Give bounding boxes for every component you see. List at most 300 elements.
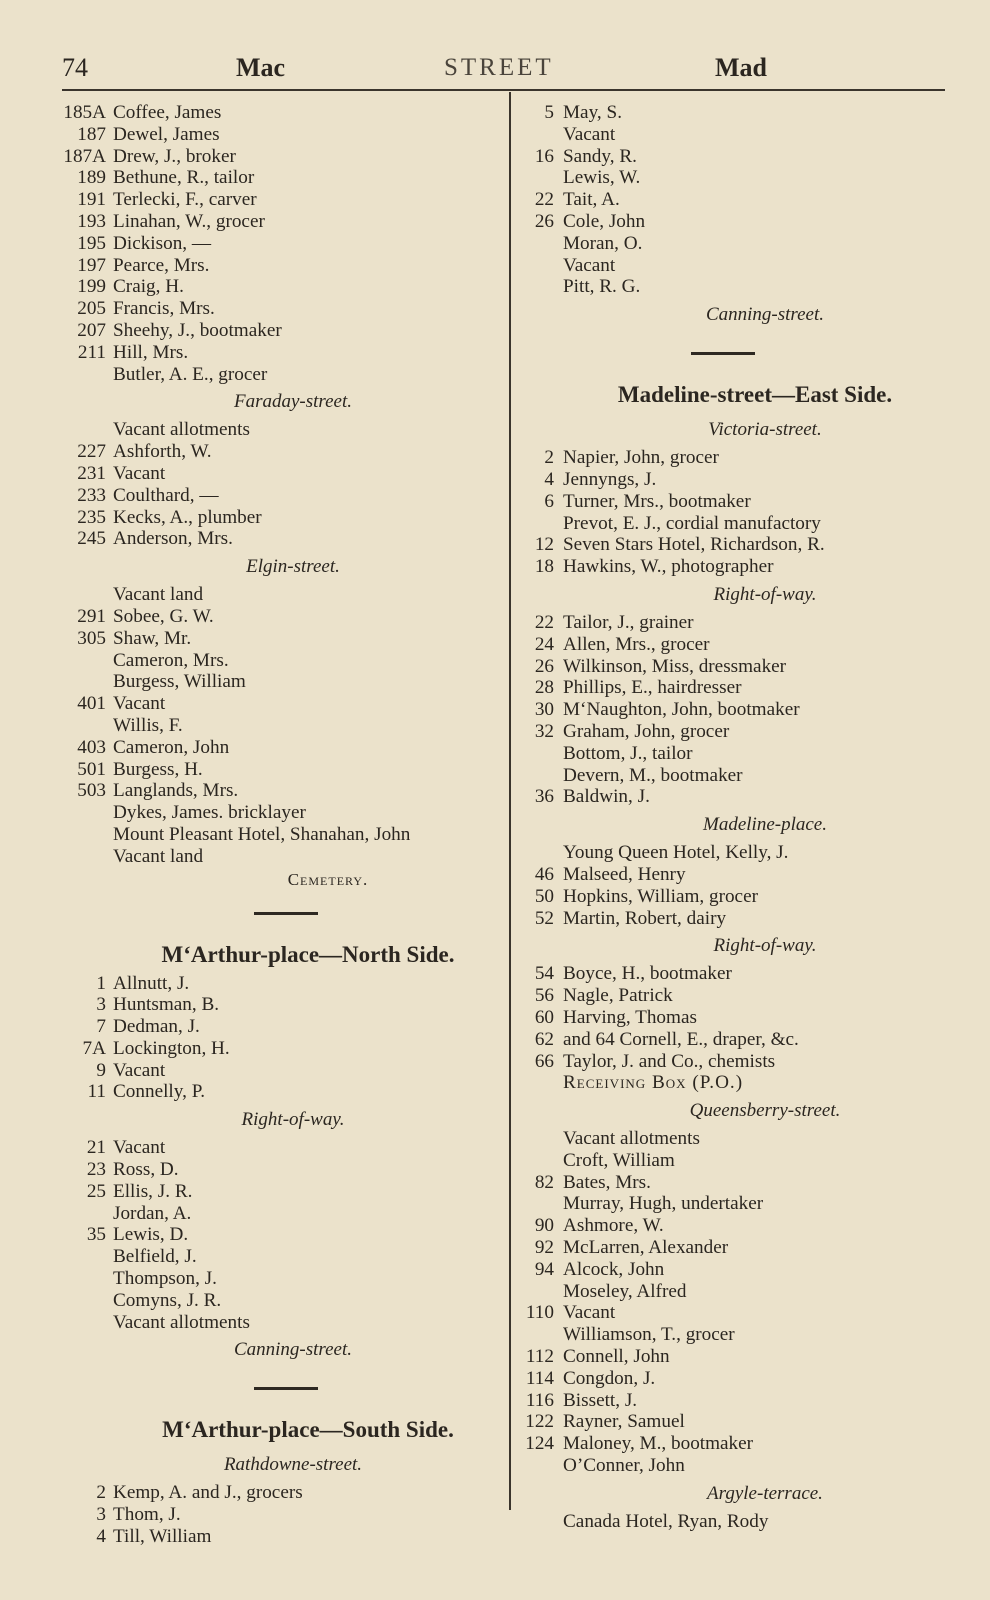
occupant-name: Tailor, J., grainer <box>563 611 694 633</box>
directory-entry <box>516 102 954 124</box>
occupant-name: Cole, John <box>563 210 646 232</box>
section-divider <box>254 1387 318 1390</box>
house-number <box>516 1128 554 1150</box>
directory-entry <box>516 556 954 578</box>
house-number <box>62 650 106 672</box>
house-number: 4 <box>544 468 554 490</box>
directory-entry <box>62 441 494 463</box>
directory-entry <box>516 124 954 146</box>
landmark-label: Cemetery. <box>287 869 369 889</box>
occupant-name: Burgess, H. <box>113 758 203 780</box>
directory-entry <box>516 985 954 1007</box>
occupant-name: Burgess, William <box>113 671 246 693</box>
house-number: 12 <box>534 534 554 556</box>
directory-entry <box>516 255 954 277</box>
directory-entry <box>516 1051 954 1073</box>
occupant-name: Cameron, John <box>113 736 230 758</box>
house-number <box>516 255 554 277</box>
directory-entry <box>516 189 954 211</box>
occupant-name: Kecks, A., plumber <box>113 506 262 528</box>
occupant-name: Drew, J., broker <box>113 145 236 167</box>
directory-entry <box>516 721 954 743</box>
house-number <box>62 824 106 846</box>
occupant-name: Dewel, James <box>113 123 220 145</box>
house-number: 3 <box>96 1504 106 1526</box>
occupant-name: Sheehy, J., bootmaker <box>113 319 282 341</box>
directory-entry <box>62 528 494 550</box>
occupant-name: Vacant <box>563 123 616 145</box>
directory-entry <box>62 463 494 485</box>
occupant-name: Jennyngs, J. <box>563 468 657 490</box>
page-number: 74 <box>62 53 88 82</box>
occupant-name: Vacant <box>563 1302 616 1324</box>
directory-entry <box>62 606 494 628</box>
house-number: 207 <box>77 319 106 341</box>
occupant-name: Jordan, A. <box>113 1202 192 1224</box>
directory-entry <box>62 364 494 386</box>
directory-entry <box>516 908 954 930</box>
house-number: 26 <box>534 655 554 677</box>
directory-entry <box>62 628 494 650</box>
occupant-name: Vacant allotments <box>113 419 250 441</box>
directory-entry <box>62 1137 494 1159</box>
directory-entry <box>516 1259 954 1281</box>
directory-entry <box>62 320 494 342</box>
house-number: 112 <box>525 1346 554 1368</box>
house-number: 191 <box>77 189 106 211</box>
house-number: 94 <box>534 1258 554 1280</box>
house-number <box>516 233 554 255</box>
occupant-name: Bates, Mrs. <box>563 1171 651 1193</box>
house-number: 197 <box>77 254 106 276</box>
occupant-name: Baldwin, J. <box>563 786 650 808</box>
directory-entry <box>516 211 954 233</box>
house-number <box>62 671 106 693</box>
house-number: 24 <box>534 633 554 655</box>
occupant-name: Martin, Robert, dairy <box>563 907 727 929</box>
house-number <box>516 124 554 146</box>
cross-street: Victoria-street. <box>708 419 822 441</box>
directory-entry <box>62 584 494 606</box>
directory-entry <box>516 842 954 864</box>
directory-entry <box>516 233 954 255</box>
occupant-name: Francis, Mrs. <box>113 298 215 320</box>
occupant-name: Vacant <box>563 254 616 276</box>
house-number: 66 <box>534 1050 554 1072</box>
occupant-name: Vacant <box>113 693 166 715</box>
occupant-name: Seven Stars Hotel, Richardson, R. <box>563 534 825 556</box>
house-number: 23 <box>86 1159 106 1181</box>
occupant-name: Devern, M., bootmaker <box>563 764 743 786</box>
directory-entry <box>516 1411 954 1433</box>
occupant-name: Pearce, Mrs. <box>113 254 210 276</box>
section-divider <box>691 352 755 355</box>
house-number: 187 <box>77 123 106 145</box>
street-section-heading: M‘Arthur-place—North Side. <box>161 941 455 967</box>
directory-entry <box>62 146 494 168</box>
directory-entry <box>62 419 494 441</box>
occupant-name: Vacant allotments <box>113 1311 250 1333</box>
directory-entry <box>62 1224 494 1246</box>
house-number <box>62 1203 106 1225</box>
house-number: 114 <box>525 1367 554 1389</box>
house-number <box>62 419 106 441</box>
directory-entry <box>62 650 494 672</box>
directory-entry <box>62 233 494 255</box>
directory-entry <box>516 1128 954 1150</box>
directory-entry <box>516 1324 954 1346</box>
house-number: 35 <box>86 1224 106 1246</box>
directory-entry <box>516 677 954 699</box>
directory-entry <box>516 1172 954 1194</box>
house-number <box>62 802 106 824</box>
directory-entry <box>62 298 494 320</box>
directory-entry <box>62 1060 494 1082</box>
occupant-name: Napier, John, grocer <box>563 447 719 469</box>
occupant-name: Hopkins, William, grocer <box>563 885 758 907</box>
directory-entry <box>62 715 494 737</box>
house-number <box>62 584 106 606</box>
occupant-name: Willis, F. <box>113 714 183 736</box>
house-number: 189 <box>77 167 106 189</box>
occupant-name: Ross, D. <box>113 1159 179 1181</box>
house-number: 50 <box>534 885 554 907</box>
occupant-name: Harving, Thomas <box>563 1006 697 1028</box>
directory-entry <box>62 1203 494 1225</box>
directory-entry <box>516 1455 954 1477</box>
house-number <box>62 846 106 868</box>
directory-entry <box>516 1072 954 1094</box>
directory-entry <box>62 846 494 868</box>
directory-entry <box>62 759 494 781</box>
cross-street: Right-of-way. <box>713 935 817 957</box>
occupant-name: Hill, Mrs. <box>113 341 189 363</box>
directory-entry <box>516 886 954 908</box>
occupant-name: Huntsman, B. <box>113 994 220 1016</box>
directory-entry <box>516 634 954 656</box>
directory-entry <box>62 973 494 995</box>
house-number <box>516 1193 554 1215</box>
occupant-name: Lewis, W. <box>563 167 641 189</box>
cross-street: Madeline-place. <box>703 814 827 836</box>
directory-entry <box>62 1159 494 1181</box>
house-number <box>62 715 106 737</box>
directory-entry <box>516 1368 954 1390</box>
occupant-name: Thom, J. <box>113 1504 181 1526</box>
header-rule <box>62 89 945 91</box>
directory-entry <box>516 765 954 787</box>
house-number: 110 <box>525 1302 554 1324</box>
occupant-name: Connell, John <box>563 1346 670 1368</box>
directory-entry <box>62 671 494 693</box>
house-number: 25 <box>86 1180 106 1202</box>
occupant-name: Cameron, Mrs. <box>113 649 229 671</box>
directory-entry <box>516 491 954 513</box>
directory-entry <box>62 1312 494 1334</box>
directory-entry <box>516 513 954 535</box>
house-number: 233 <box>77 484 106 506</box>
house-number: 46 <box>534 863 554 885</box>
occupant-name: Alcock, John <box>563 1258 665 1280</box>
house-number: 92 <box>534 1237 554 1259</box>
directory-entry <box>62 124 494 146</box>
street-section-heading: Madeline-street—East Side. <box>617 382 893 408</box>
directory-entry <box>62 780 494 802</box>
house-number: 185A <box>63 102 106 123</box>
cross-street: Canning-street. <box>705 304 825 326</box>
directory-entry <box>62 1246 494 1268</box>
occupant-name: and 64 Cornell, E., draper, &c. <box>563 1028 799 1050</box>
occupant-name: Dickison, — <box>113 232 212 254</box>
cross-street: Faraday-street. <box>233 391 353 413</box>
directory-entry <box>516 534 954 556</box>
occupant-name: O’Conner, John <box>563 1455 685 1477</box>
street-section-heading: M‘Arthur-place—South Side. <box>162 1417 454 1443</box>
house-number: 227 <box>77 441 106 463</box>
occupant-name: Coffee, James <box>113 102 222 123</box>
house-number: 205 <box>77 298 106 320</box>
directory-entry <box>62 1268 494 1290</box>
house-number: 187A <box>63 145 106 167</box>
directory-entry <box>516 1007 954 1029</box>
cross-street: Rathdowne-street. <box>223 1454 363 1476</box>
occupant-name: Bethune, R., tailor <box>113 167 255 189</box>
occupant-name: Nagle, Patrick <box>563 985 673 1007</box>
house-number: 305 <box>77 627 106 649</box>
cross-street: Right-of-way. <box>713 583 817 605</box>
directory-entry <box>62 1081 494 1103</box>
occupant-name: Bissett, J. <box>563 1389 638 1411</box>
directory-entry <box>62 276 494 298</box>
occupant-name: Thompson, J. <box>113 1268 217 1290</box>
occupant-name: Butler, A. E., grocer <box>113 363 268 385</box>
header-left-word: Mac <box>236 53 286 82</box>
directory-entry <box>516 963 954 985</box>
header-right-word: Mad <box>715 53 767 82</box>
occupant-name: Sobee, G. W. <box>113 605 214 627</box>
house-number: 503 <box>77 780 106 802</box>
occupant-name: Langlands, Mrs. <box>113 780 239 802</box>
house-number <box>62 1290 106 1312</box>
house-number: 18 <box>534 556 554 578</box>
occupant-name: Phillips, E., hairdresser <box>563 677 742 699</box>
house-number <box>516 1072 554 1094</box>
house-number: 22 <box>534 611 554 633</box>
house-number <box>62 1268 106 1290</box>
directory-entry <box>62 1504 494 1526</box>
occupant-name: Ellis, J. R. <box>113 1180 193 1202</box>
house-number: 245 <box>77 528 106 550</box>
directory-entry <box>62 167 494 189</box>
directory-entry <box>62 824 494 846</box>
occupant-name: Belfield, J. <box>113 1246 197 1268</box>
occupant-name: Canada Hotel, Ryan, Rody <box>563 1510 769 1532</box>
occupant-name: Moseley, Alfred <box>563 1280 687 1302</box>
house-number: 122 <box>525 1411 554 1433</box>
occupant-name: Craig, H. <box>113 276 184 298</box>
directory-entry <box>62 737 494 759</box>
occupant-name: Shaw, Mr. <box>113 627 192 649</box>
occupant-name: Malseed, Henry <box>563 863 686 885</box>
house-number: 7 <box>96 1016 106 1038</box>
occupant-name: Connelly, P. <box>113 1081 206 1103</box>
directory-entry <box>62 693 494 715</box>
directory-entry <box>516 276 954 298</box>
house-number: 193 <box>77 210 106 232</box>
house-number: 2 <box>544 447 554 469</box>
occupant-name: Taylor, J. and Co., chemists <box>563 1050 776 1072</box>
house-number: 60 <box>534 1006 554 1028</box>
directory-entry <box>62 1016 494 1038</box>
house-number: 501 <box>77 758 106 780</box>
house-number <box>516 276 554 298</box>
directory-entry <box>516 1237 954 1259</box>
house-number: 5 <box>544 102 554 123</box>
house-number <box>62 1246 106 1268</box>
occupant-name: Young Queen Hotel, Kelly, J. <box>563 842 789 864</box>
house-number: 199 <box>77 276 106 298</box>
right-column <box>516 102 954 1533</box>
occupant-name: Congdon, J. <box>563 1367 656 1389</box>
occupant-name: Coulthard, — <box>113 484 219 506</box>
directory-entry <box>62 255 494 277</box>
house-number: 21 <box>86 1137 106 1159</box>
house-number: 56 <box>534 985 554 1007</box>
occupant-name: Lewis, D. <box>113 1224 189 1246</box>
directory-entry <box>516 146 954 168</box>
occupant-name: Linahan, W., grocer <box>113 210 265 232</box>
house-number: 36 <box>534 786 554 808</box>
cross-street: Queensberry-street. <box>689 1100 841 1122</box>
directory-entry <box>516 469 954 491</box>
directory-entry <box>516 612 954 634</box>
directory-entry <box>516 1302 954 1324</box>
house-number: 1 <box>96 972 106 994</box>
occupant-name: Dedman, J. <box>113 1016 200 1038</box>
occupant-name: Prevot, E. J., cordial manufactory <box>563 512 821 534</box>
directory-entry <box>62 1290 494 1312</box>
directory-entry <box>516 167 954 189</box>
directory-entry <box>62 1526 494 1548</box>
house-number: 116 <box>525 1389 554 1411</box>
occupant-name: Anderson, Mrs. <box>113 528 233 550</box>
occupant-name: Graham, John, grocer <box>563 720 730 742</box>
directory-entry <box>516 1511 954 1533</box>
directory-entry <box>62 507 494 529</box>
directory-entry <box>516 1346 954 1368</box>
house-number: 11 <box>87 1081 106 1103</box>
occupant-name: Terlecki, F., carver <box>113 189 257 211</box>
occupant-name: Vacant <box>113 1059 166 1081</box>
occupant-name: Pitt, R. G. <box>563 276 641 298</box>
directory-entry <box>516 864 954 886</box>
occupant-name: Vacant allotments <box>563 1128 700 1150</box>
house-number: 6 <box>544 490 554 512</box>
occupant-name: M‘Naughton, John, bootmaker <box>563 699 800 721</box>
house-number: 28 <box>534 677 554 699</box>
house-number <box>516 167 554 189</box>
house-number: 32 <box>534 720 554 742</box>
occupant-name: Till, William <box>113 1526 212 1548</box>
occupant-name: Croft, William <box>563 1149 675 1171</box>
directory-entry <box>516 1433 954 1455</box>
occupant-name: Ashmore, W. <box>563 1215 664 1237</box>
house-number: 54 <box>534 963 554 985</box>
occupant-name: Vacant land <box>113 584 204 606</box>
directory-entry <box>516 1281 954 1303</box>
house-number <box>516 842 554 864</box>
directory-entry <box>62 1038 494 1060</box>
house-number <box>516 1281 554 1303</box>
occupant-name: Vacant <box>113 462 166 484</box>
section-divider <box>254 912 318 915</box>
occupant-name: May, S. <box>563 102 622 123</box>
house-number <box>62 1312 106 1334</box>
house-number <box>516 1455 554 1477</box>
directory-entry <box>62 102 494 124</box>
house-number <box>62 364 106 386</box>
directory-entry <box>516 699 954 721</box>
house-number: 403 <box>77 736 106 758</box>
occupant-name: Mount Pleasant Hotel, Shanahan, John <box>113 823 411 845</box>
house-number: 62 <box>534 1028 554 1050</box>
house-number <box>516 513 554 535</box>
house-number: 30 <box>534 699 554 721</box>
directory-entry <box>516 1390 954 1412</box>
house-number: 4 <box>96 1526 106 1548</box>
occupant-name: Receiving Box (P.O.) <box>563 1072 744 1094</box>
house-number: 9 <box>96 1059 106 1081</box>
directory-entry <box>516 447 954 469</box>
cross-street: Argyle-terrace. <box>707 1482 823 1504</box>
house-number: 235 <box>77 506 106 528</box>
house-number: 401 <box>77 693 106 715</box>
occupant-name: Rayner, Samuel <box>563 1411 685 1433</box>
directory-entry <box>516 1029 954 1051</box>
house-number: 52 <box>534 907 554 929</box>
occupant-name: Turner, Mrs., bootmaker <box>563 490 751 512</box>
left-column <box>62 102 494 1548</box>
occupant-name: Tait, A. <box>563 189 620 211</box>
house-number: 2 <box>96 1482 106 1504</box>
house-number: 7A <box>82 1037 106 1059</box>
occupant-name: Murray, Hugh, undertaker <box>563 1193 764 1215</box>
house-number: 22 <box>534 189 554 211</box>
header-center-word: STREET <box>444 54 554 81</box>
occupant-name: Hawkins, W., photographer <box>563 556 774 578</box>
house-number <box>516 765 554 787</box>
directory-entry <box>62 1181 494 1203</box>
occupant-name: Vacant <box>113 1137 166 1159</box>
house-number: 291 <box>77 605 106 627</box>
occupant-name: Dykes, James. bricklayer <box>113 802 306 824</box>
occupant-name: Sandy, R. <box>563 145 637 167</box>
occupant-name: Kemp, A. and J., grocers <box>113 1482 303 1504</box>
house-number: 82 <box>534 1171 554 1193</box>
directory-entry <box>62 485 494 507</box>
directory-entry <box>62 994 494 1016</box>
occupant-name: Vacant land <box>113 845 204 867</box>
directory-entry <box>516 743 954 765</box>
occupant-name: Allnutt, J. <box>113 972 190 994</box>
occupant-name: Boyce, H., bootmaker <box>563 963 732 985</box>
column-divider <box>509 92 511 1510</box>
directory-entry <box>62 802 494 824</box>
house-number: 16 <box>534 145 554 167</box>
cross-street: Right-of-way. <box>241 1109 345 1131</box>
occupant-name: McLarren, Alexander <box>563 1237 729 1259</box>
occupant-name: Lockington, H. <box>113 1037 230 1059</box>
